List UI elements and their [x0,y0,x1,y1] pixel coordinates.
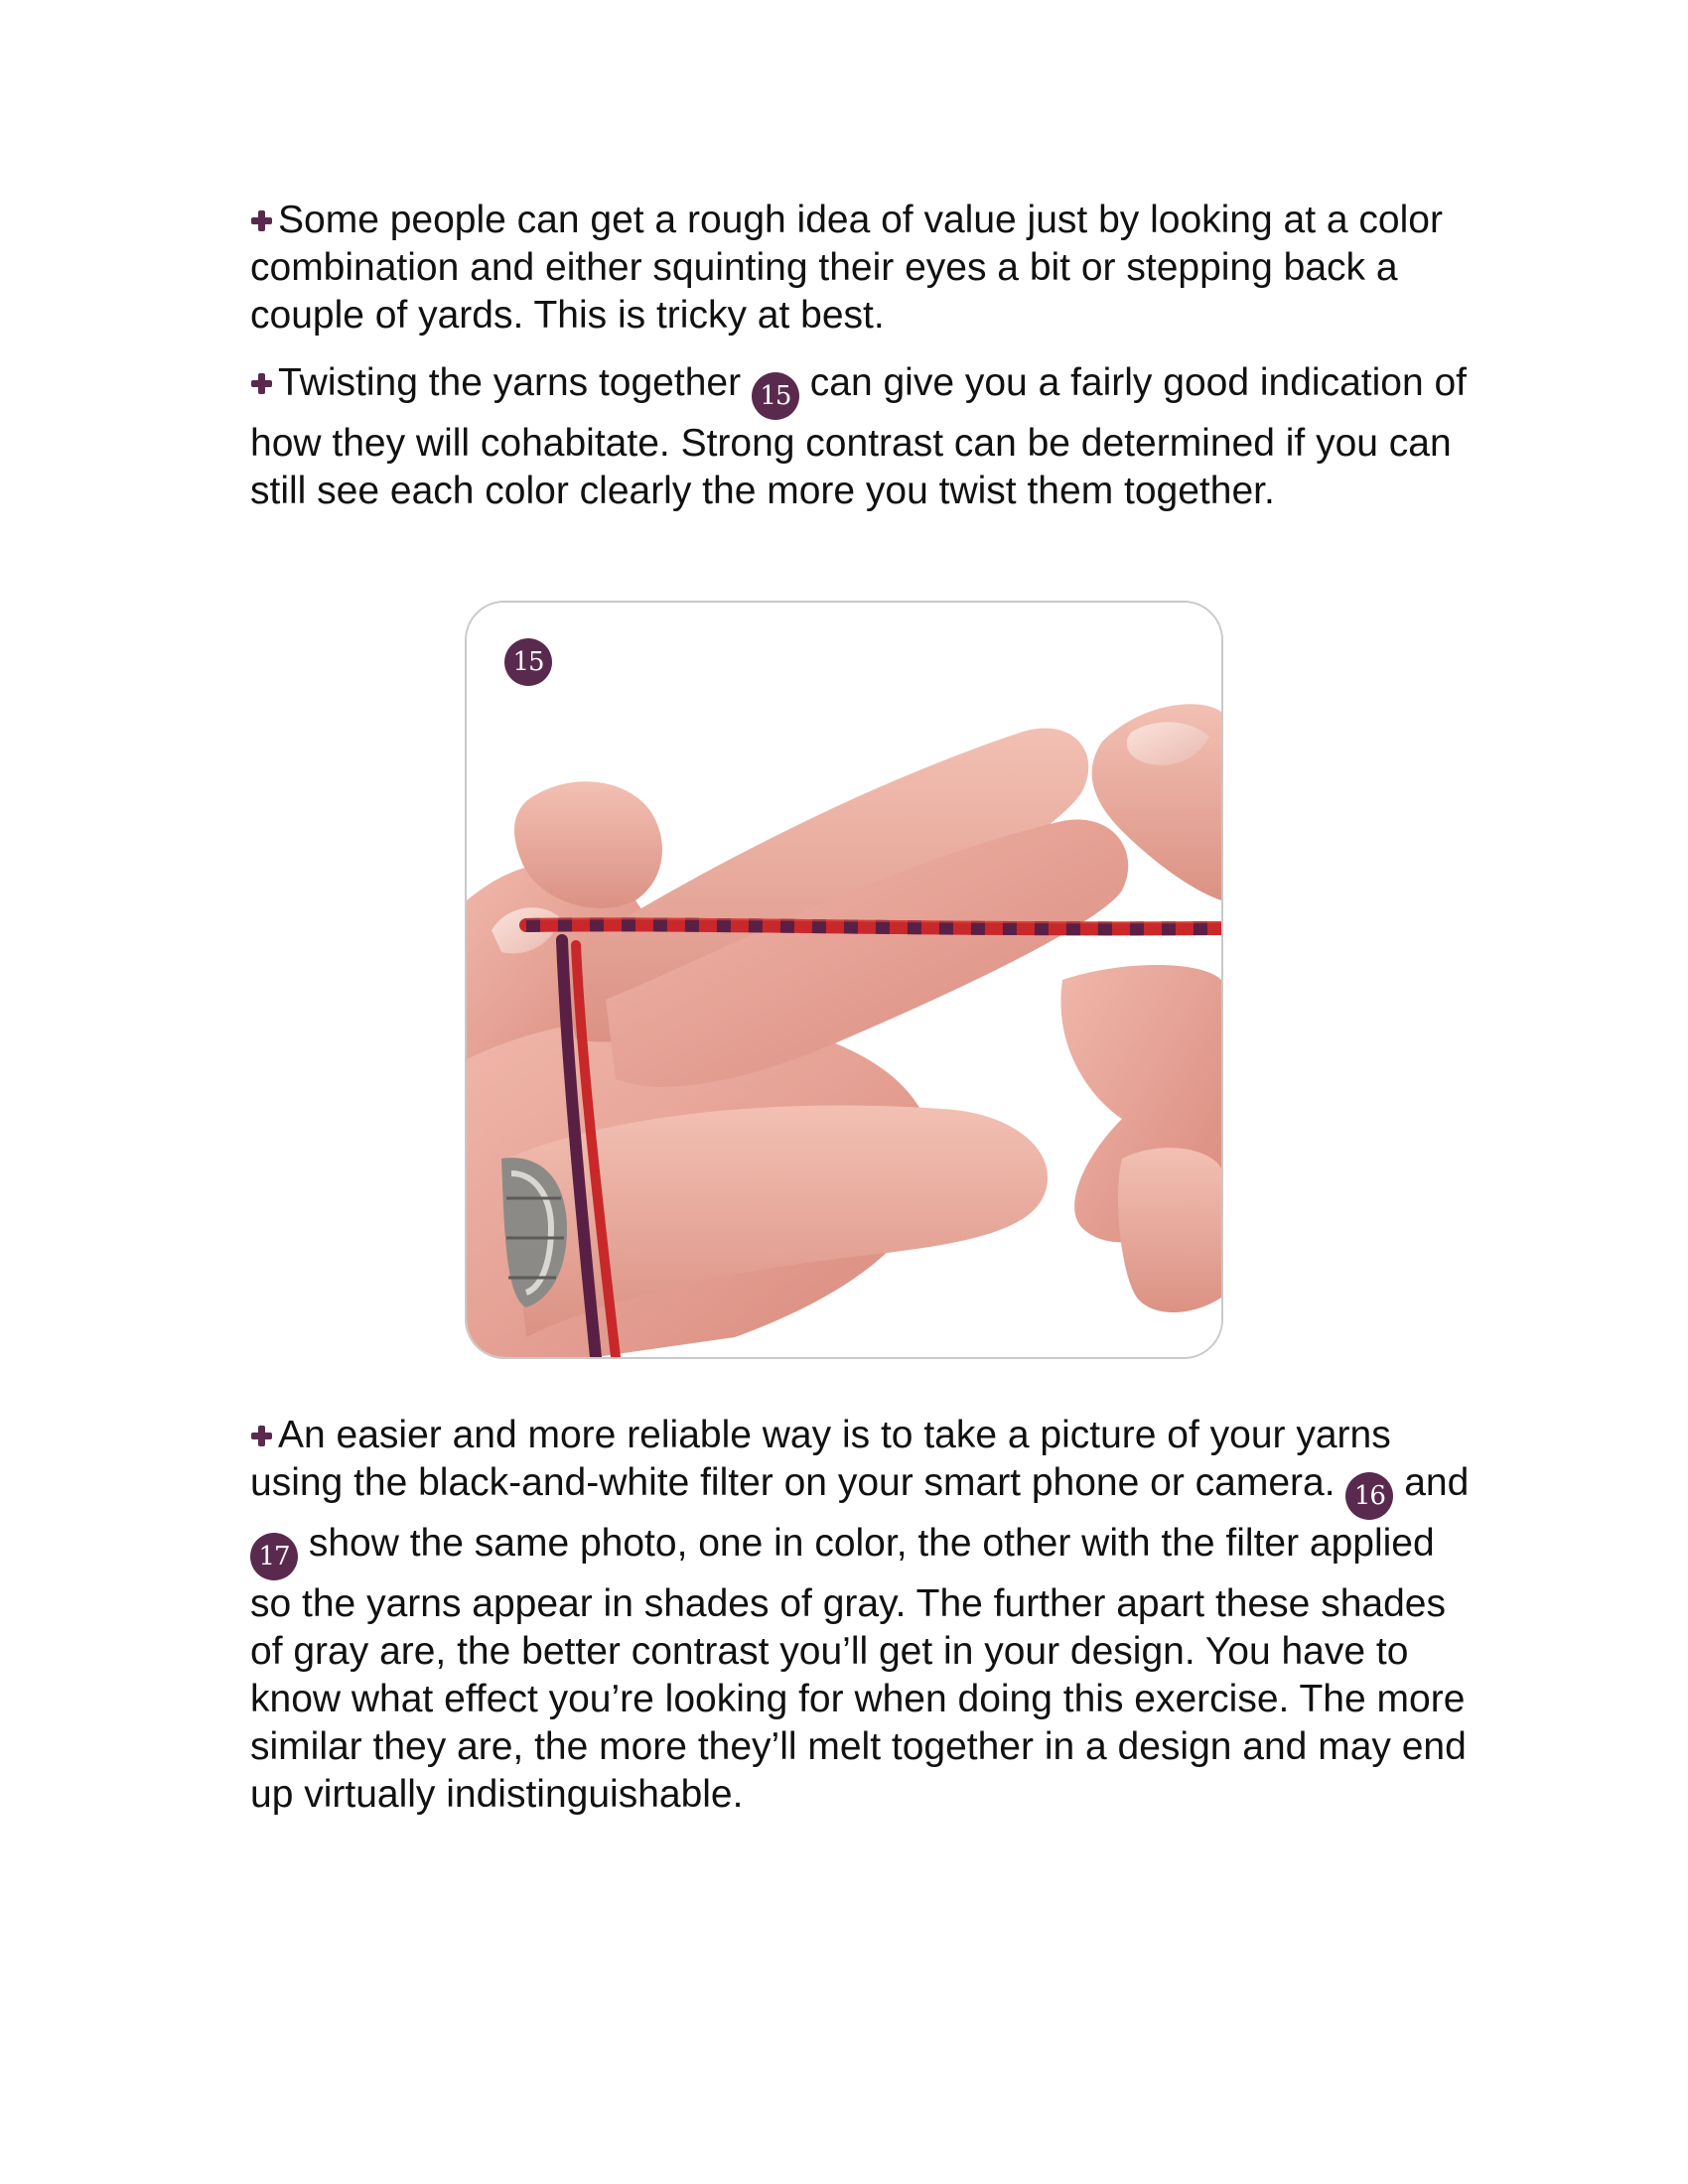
plus-icon [250,1425,272,1446]
upper-text [250,197,1472,515]
figure-ref-badge-16: 16 [1345,1472,1393,1520]
plus-icon [250,209,272,231]
paragraph-text: Some people can get a rough idea of value just by looking at a color combination and either squinting their eyes a bit or stepping back a couple of yards. This is tricky at best. [250,199,1443,337]
paragraph-text: Twisting the yarns together [278,361,752,404]
figure-ref-badge-17: 17 [250,1533,298,1580]
figure-photo-twisted-yarns [465,601,1223,1359]
paragraph-text: show the same photo, one in color, the other with the filter applied so the yarns appear in shades of gray. The further apart these shades of gray are, the better contrast you’ll get in your design. You have to know what effect you’re looking for when doing this exercise. The more similar they are, the more they’ll melt together in a design and may end up virtually indistinguishable. [250,1522,1467,1816]
hands-yarn-illustration [467,603,1221,1357]
paragraph-twisting-yarns [250,359,1472,515]
plus-icon [250,372,272,394]
paragraph-text: can give you a fairly good indication of how they will cohabitate. Strong contrast can be determined if you can still see each color clearly the more you twist them together. [250,361,1468,512]
paragraph-black-white-filter [250,1412,1481,1819]
paragraph-value-squinting [250,197,1472,340]
lower-text [250,1412,1481,1819]
paragraph-text: An easier and more reliable way is to take a picture of your yarns using the black-and-white filter on your smart phone or camera. [250,1414,1391,1504]
paragraph-text: and [1393,1461,1470,1504]
figure-ref-badge-15: 15 [752,372,799,420]
figure-badge-15: 15 [504,638,552,686]
